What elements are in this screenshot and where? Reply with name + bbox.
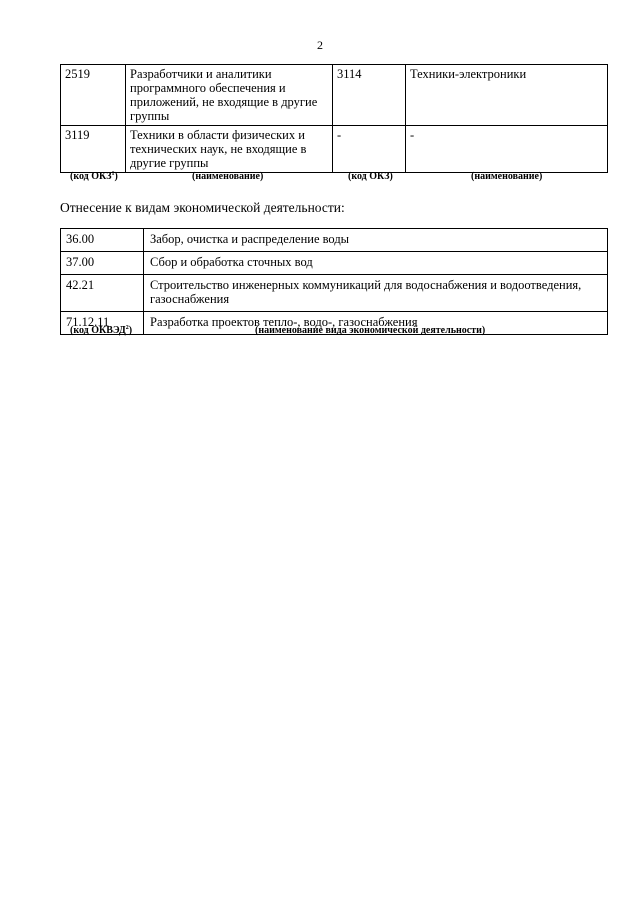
okved-code-cell: 37.00 [61,252,144,275]
okz-code-cell: 3119 [61,126,126,173]
caption-okz-code-2: (код ОКЗ) [348,171,393,182]
okved-name-cell: Строительство инженерных коммуникаций для водоснабжения и водоотведения, газоснабжения [144,275,608,312]
okz-name-cell: Техники-электроники [406,65,608,126]
section-heading: Отнесение к видам экономической деятельности: [60,200,345,215]
okz-name-cell: Разработчики и аналитики программного обеспечения и приложений, не входящие в другие группы [126,65,333,126]
okz-code-cell: - [333,126,406,173]
okved-name-cell: Сбор и обработка сточных вод [144,252,608,275]
okved-code-cell: 36.00 [61,229,144,252]
okz-name-cell: - [406,126,608,173]
okved-code-cell: 42.21 [61,275,144,312]
okz-table [60,64,608,173]
okved-table [60,228,608,335]
okved-code-cell: 71.12.11 [61,312,144,335]
caption-okved-code: (код ОКВЭД$^2$) [70,325,133,336]
table-row [61,275,608,312]
okz-code-cell: 3114 [333,65,406,126]
table-row [61,252,608,275]
table-row [61,229,608,252]
caption-okz-name-2: (наименование) [471,171,543,182]
okz-name-cell: Техники в области физических и технических наук, не входящие в другие группы [126,126,333,173]
okved-name-cell: Забор, очистка и распределение воды [144,229,608,252]
caption-okved-name: (наименование вида экономической деятельности) [255,325,486,336]
caption-okz-code: (код ОКЗ$^1$) [70,171,118,182]
caption-okz-name: (наименование) [192,171,264,182]
okved-name-cell: Разработка проектов тепло-, водо-, газоснабжения [144,312,608,335]
table-row [61,65,608,126]
page-number: 2 [317,38,323,52]
table-row [61,126,608,173]
okz-code-cell: 2519 [61,65,126,126]
